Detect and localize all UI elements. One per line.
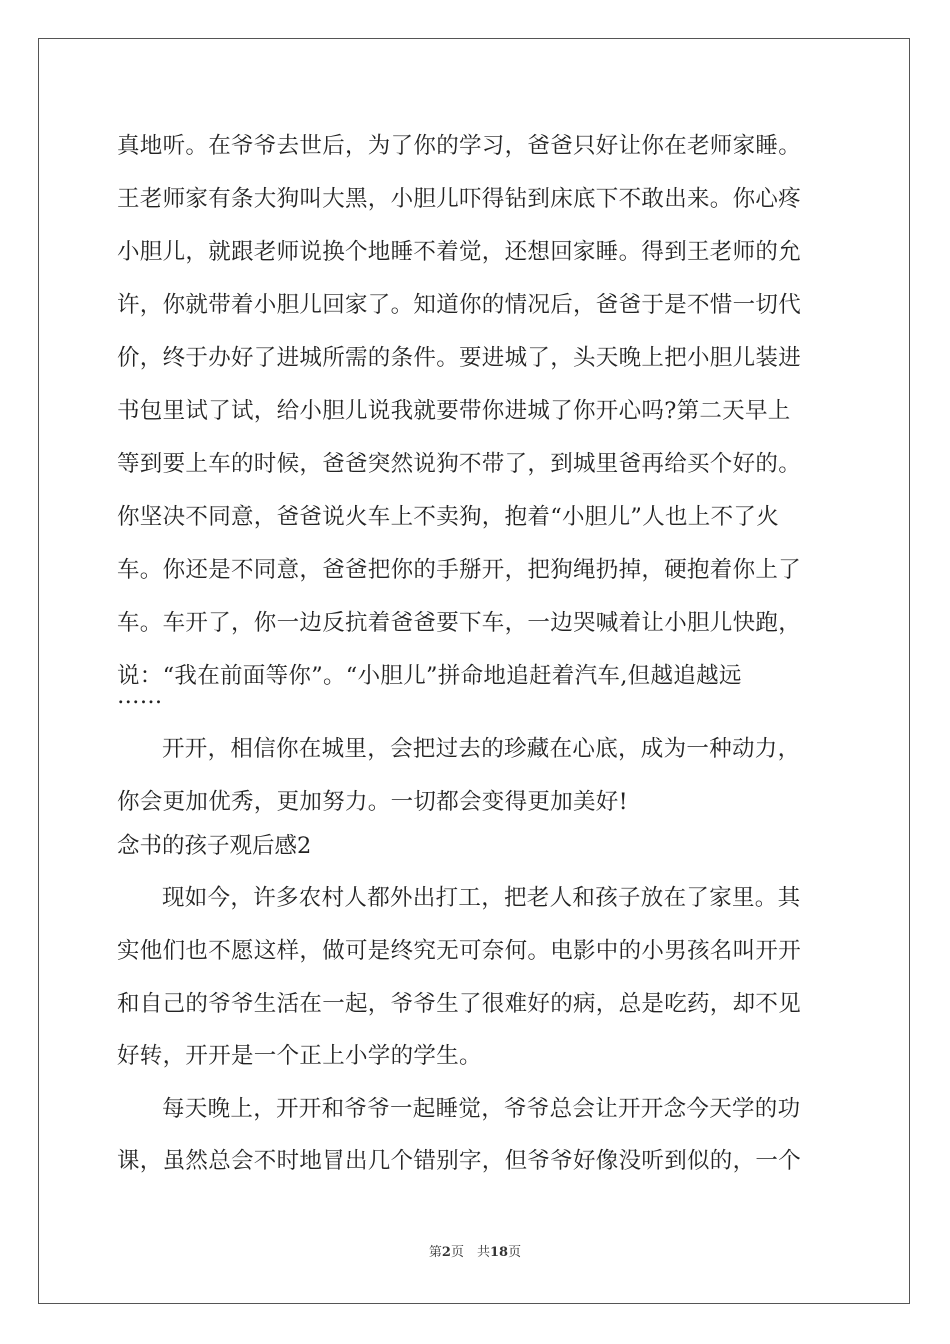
text-line: 课，虽然总会不时地冒出几个错别字，但爷爷好像没听到似的，一个	[117, 1148, 802, 1174]
text-line: 价，终于办好了进城所需的条件。要进城了，头天晚上把小胆儿装进	[117, 345, 802, 371]
text-line: 等到要上车的时候，爸爸突然说狗不带了，到城里爸再给买个好的。	[117, 451, 802, 477]
text-line: 车。你还是不同意，爸爸把你的手掰开，把狗绳扔掉，硬抱着你上了	[117, 557, 802, 583]
text-line: 好转，开开是一个正上小学的学生。	[117, 1043, 482, 1069]
text-line: 书包里试了试，给小胆儿说我就要带你进城了你开心吗?第二天早上	[117, 398, 791, 424]
text-line: 王老师家有条大狗叫大黑，小胆儿吓得钻到床底下不敢出来。你心疼	[117, 186, 802, 212]
paragraph-first-line: 现如今，许多农村人都外出打工，把老人和孩子放在了家里。其	[162, 885, 801, 911]
current-page-number: 2	[441, 1245, 451, 1260]
page-prefix: 第	[428, 1245, 442, 1260]
text-line: 许，你就带着小胆儿回家了。知道你的情况后，爸爸于是不惜一切代	[117, 292, 802, 318]
text-line: 小胆儿，就跟老师说换个地睡不着觉，还想回家睡。得到王老师的允	[117, 239, 802, 265]
text-line: 和自己的爷爷生活在一起，爷爷生了很难好的病，总是吃药，却不见	[117, 991, 802, 1017]
text-line: 实他们也不愿这样，做可是终究无可奈何。电影中的小男孩名叫开开	[117, 938, 802, 964]
text-line: 说：“我在前面等你”。“小胆儿”拼命地追赶着汽车,但越追越远	[117, 663, 742, 689]
page-number-footer	[0, 1245, 950, 1261]
paragraph-first-line: 每天晚上，开开和爷爷一起睡觉，爷爷总会让开开念今天学的功	[162, 1096, 801, 1122]
text-line: 你会更加优秀，更加努力。一切都会变得更加美好!	[117, 789, 628, 815]
paragraph-first-line: 开开，相信你在城里，会把过去的珍藏在心底，成为一种动力，	[162, 736, 801, 762]
total-page-number: 18	[489, 1245, 509, 1260]
text-line: 车。车开了，你一边反抗着爸爸要下车，一边哭喊着让小胆儿快跑，	[117, 610, 802, 636]
ellipsis-line: ……	[117, 683, 163, 709]
page-middle: 页 共	[450, 1245, 490, 1260]
text-line: 真地听。在爷爷去世后，为了你的学习，爸爸只好让你在老师家睡。	[117, 133, 802, 159]
page-suffix: 页	[508, 1245, 522, 1260]
text-line: 你坚决不同意，爸爸说火车上不卖狗，抱着“小胆儿”人也上不了火	[117, 504, 780, 530]
section-heading: 念书的孩子观后感2	[117, 833, 312, 859]
